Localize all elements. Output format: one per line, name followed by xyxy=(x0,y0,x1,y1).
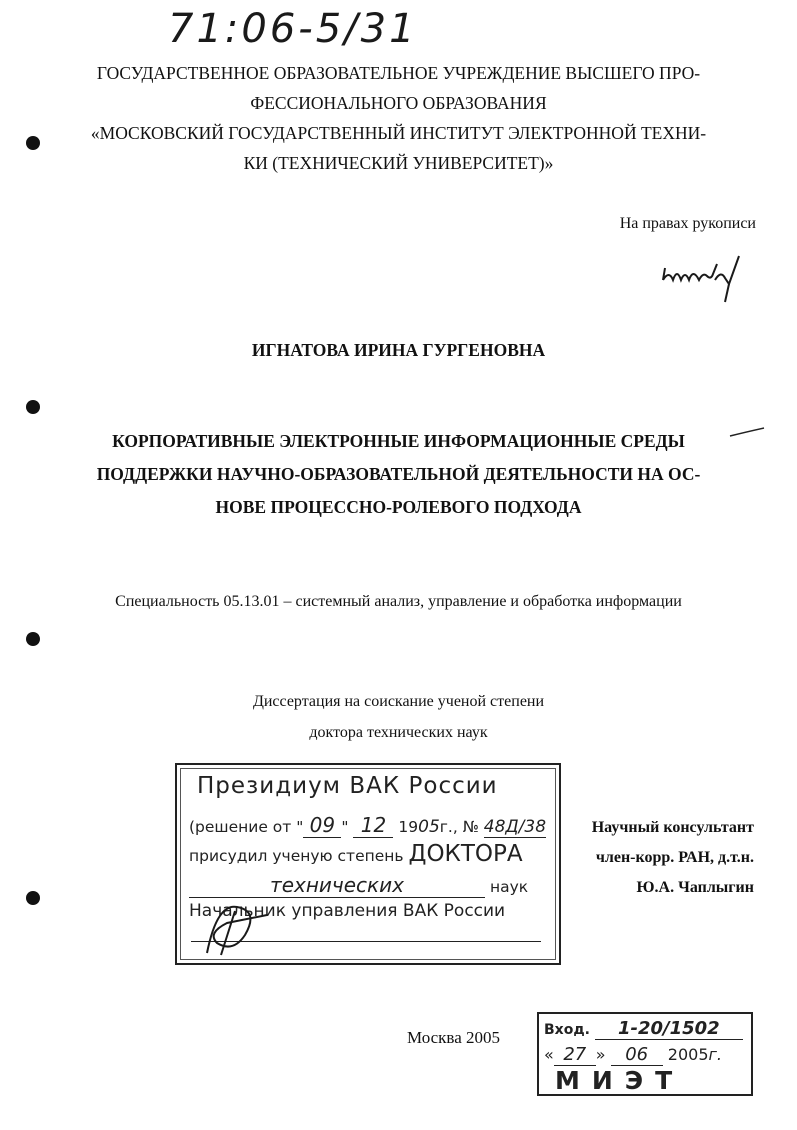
city-year: Москва 2005 xyxy=(407,1028,501,1047)
stamp-year-prefix: 19 xyxy=(398,818,419,836)
institution-line-1: ГОСУДАРСТВЕННОЕ ОБРАЗОВАТЕЛЬНОЕ УЧРЕЖДЕНИЕ ВЫСШЕГО ПРО- xyxy=(96,63,701,83)
consultant-name: Ю.А. Чаплыгин xyxy=(636,879,754,896)
inbox-month: 06 xyxy=(611,1044,663,1066)
binding-hole xyxy=(26,891,40,905)
inbox-year: 2005 xyxy=(667,1045,709,1064)
binding-hole xyxy=(26,632,40,646)
stamp-science-suffix: наук xyxy=(489,878,529,896)
incoming-stamp xyxy=(537,1012,753,1096)
title-line-1: КОРПОРАТИВНЫЕ ЭЛЕКТРОННЫЕ ИНФОРМАЦИОННЫЕ СРЕДЫ xyxy=(112,431,685,451)
specialty: Специальность 05.13.01 – системный анализ, управление и обработка информации xyxy=(115,593,682,610)
stamp-day: 09 xyxy=(303,813,341,838)
author-name: ИГНАТОВА ИРИНА ГУРГЕНОВНА xyxy=(251,340,546,360)
inbox-row-1 xyxy=(544,1018,743,1040)
institution-line-2: ФЕССИОНАЛЬНОГО ОБРАЗОВАНИЯ xyxy=(250,93,547,113)
consultant-label: Научный консультант xyxy=(591,819,754,836)
stamp-degree-level: ДОКТОРА xyxy=(408,841,523,867)
stamp-award-prefix: присудил ученую степень xyxy=(189,847,404,865)
title-line-2: ПОДДЕРЖКИ НАУЧНО-ОБРАЗОВАТЕЛЬНОЙ ДЕЯТЕЛЬНОСТИ НА ОС- xyxy=(96,464,701,484)
consultant-rank: член-корр. РАН, д.т.н. xyxy=(595,849,754,866)
stamp-award-line xyxy=(189,841,523,867)
degree-line-1: Диссертация на соискание ученой степени xyxy=(252,693,545,710)
stamp-decision-line xyxy=(189,813,546,838)
inbox-day: 27 xyxy=(554,1044,596,1066)
inbox-year-suffix: г. xyxy=(708,1045,722,1064)
binding-hole xyxy=(26,400,40,414)
degree-line-2: доктора технических наук xyxy=(309,724,488,741)
inbox-org: МИЭТ xyxy=(555,1066,685,1095)
pen-stroke xyxy=(728,426,768,440)
stamp-science-field: технических xyxy=(189,873,485,898)
stamp-chief: Начальник управления ВАК России xyxy=(189,901,506,921)
institution-line-3: «МОСКОВСКИЙ ГОСУДАРСТВЕННЫЙ ИНСТИТУТ ЭЛЕКТРОННОЙ ТЕХНИ- xyxy=(90,123,707,143)
inbox-label: Вход. xyxy=(544,1022,590,1038)
title-line-3: НОВЕ ПРОЦЕССНО-РОЛЕВОГО ПОДХОДА xyxy=(215,497,582,517)
stamp-title: Президиум ВАК России xyxy=(197,773,498,799)
stamp-decision-prefix: (решение от " xyxy=(189,818,304,836)
inbox-row-2: « 27 » 06 2005г. xyxy=(544,1044,722,1065)
stamp-quote: " xyxy=(341,818,349,836)
degree-statement xyxy=(0,686,797,748)
inbox-number: 1-20/1502 xyxy=(595,1018,743,1040)
stamp-year-suffix: 05 xyxy=(418,817,440,837)
stamp-signature xyxy=(197,893,287,959)
archive-code: 71:06-5/31 xyxy=(168,6,418,52)
manuscript-note: На правах рукописи xyxy=(619,215,756,232)
institution-line-4: КИ (ТЕХНИЧЕСКИЙ УНИВЕРСИТЕТ)» xyxy=(243,153,554,173)
author-signature xyxy=(655,250,745,310)
consultant-block xyxy=(570,813,754,903)
institution-header xyxy=(0,58,797,178)
dissertation-title xyxy=(0,425,797,524)
vak-stamp xyxy=(175,763,561,965)
stamp-year-tail: г., № xyxy=(439,818,479,836)
stamp-number: 48Д/38 xyxy=(483,817,547,837)
stamp-month: 12 xyxy=(353,813,393,838)
